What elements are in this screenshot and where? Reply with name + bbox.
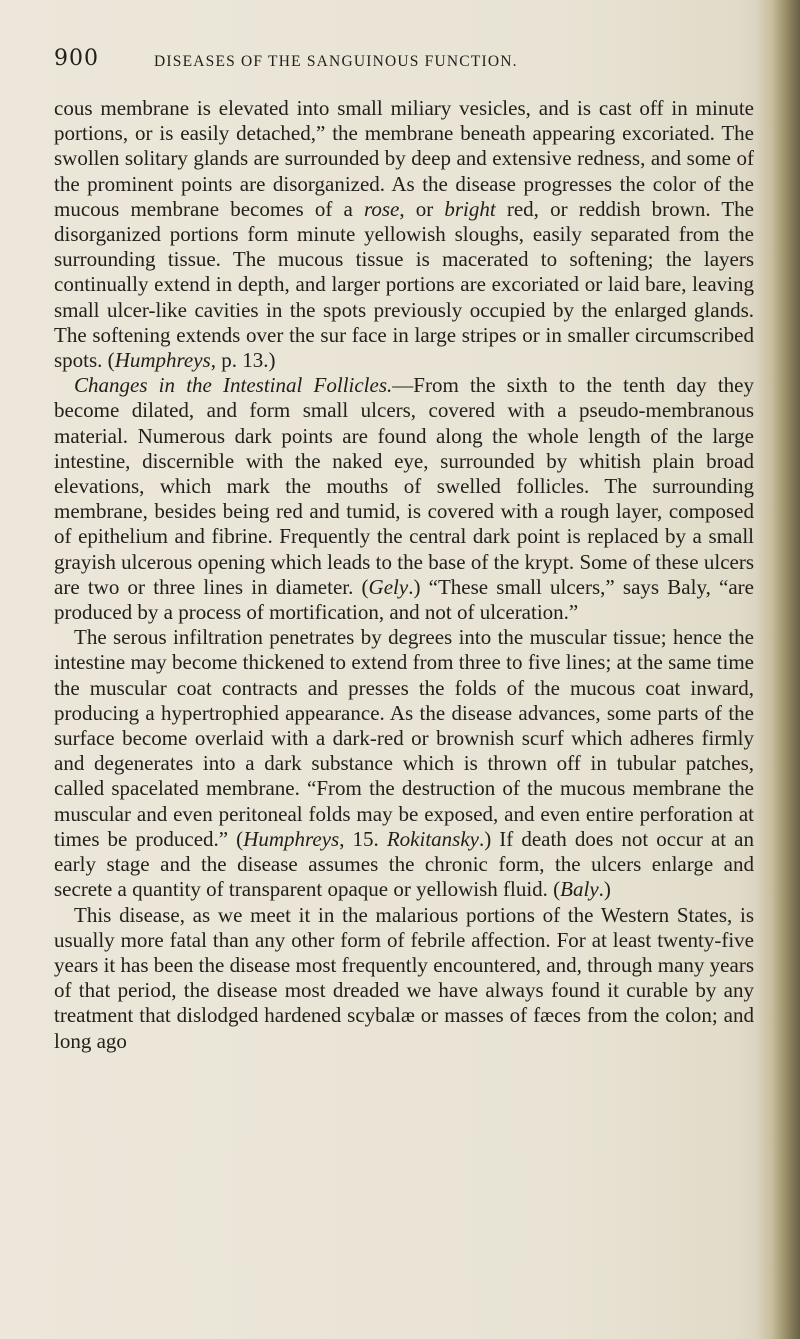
text-run: red, or reddish brown. The disorganized portions form minute yellowish sloughs, easily separated from the surrounding tissue. The mucous tissue is macerated to softening; the layers continually extend in depth, and larger portions are excoriated or laid bare, leaving small ulcer-like cavities in the spots previously occupied by the enlarged glands. The softening extends over the sur face in large stripes or in smaller circumscribed spots. ( xyxy=(54,196,754,373)
body-text xyxy=(54,96,754,1054)
italic-text-run: bright xyxy=(444,196,496,221)
italic-text-run: Humphreys xyxy=(243,826,340,851)
paragraph xyxy=(54,903,754,1054)
text-run: —From the sixth to the tenth day they become dilated, and form small ulcers, covered with a pseudo-membranous material. Numerous dark points are found along the whole length of the large intestine, discernible with the naked eye, surrounded by whitish plain broad elevations, which mark the mouths of swelled follicles. The surrounding membrane, besides being red and tumid, is covered with a rough layer, composed of epithelium and fibrine. Frequently the central dark point is replaced by a small grayish ulcerous opening which leads to the base of the krypt. Some of these ulcers are two or three lines in diameter. ( xyxy=(54,373,754,599)
text-run: , p. 13.) xyxy=(210,348,276,373)
text-run: .) If death does not occur at an early stage and the disease assumes the chronic form, the ulcers enlarge and secrete a quantity of transparent opaque or yellowish fluid. ( xyxy=(54,826,754,902)
page-edge-shadow xyxy=(756,0,800,1339)
paragraph xyxy=(54,625,754,902)
running-head: DISEASES OF THE SANGUINOUS FUNCTION. xyxy=(154,53,518,70)
italic-text-run: Rokitansky xyxy=(386,826,479,851)
italic-text-run: Baly xyxy=(560,877,599,902)
text-run: .) “These small ulcers,” says Baly, “are produced by a process of mortification, and not of ulceration.” xyxy=(54,574,754,625)
italic-text-run: rose xyxy=(363,196,400,221)
page-number: 900 xyxy=(54,46,99,71)
text-run: , or xyxy=(399,196,445,221)
italic-text-run: Gely xyxy=(368,574,409,599)
text-run: The serous infiltration penetrates by degrees into the muscular tissue; hence the intestine may become thickened to extend from three to five lines; at the same time the muscular coat contracts and presses the folds of the mucous coat inward, producing a hypertrophied appearance. As the disease advances, some parts of the surface become overlaid with a dark-red or brownish scurf which adheres firmly and degenerates into a dark substance which is thrown off in tubular patches, called spacelated membrane. “From the destruction of the mucous membrane the muscular and even peritoneal folds may be exposed, and even entire perforation at times be produced.” ( xyxy=(54,625,754,851)
paragraph xyxy=(54,373,754,625)
page-header xyxy=(54,46,754,78)
paragraph xyxy=(54,96,754,373)
italic-text-run: Humphreys xyxy=(114,348,211,373)
text-run: cous membrane is elevated into small miliary vesicles, and is cast off in minute portions, or is easily detached,” the membrane beneath appearing excoriated. The swollen solitary glands are surrounded by deep and extensive redness, and some of the prominent points are disorganized. As the disease progresses the color of the mucous membrane becomes of a xyxy=(54,96,754,221)
text-run: .) xyxy=(598,877,611,902)
italic-text-run: Changes in the Intestinal Follicles. xyxy=(74,373,393,398)
text-run: , 15. xyxy=(339,826,387,851)
text-run: This disease, as we meet it in the malarious portions of the Western States, is usually more fatal than any other form of febrile affection. For at least twenty-five years it has been the disease most frequently encountered, and, through many years of that period, the disease most dreaded we have always found it curable by any treatment that dislodged hardened scybalæ or masses of fæces from the colon; and long ago xyxy=(54,902,754,1053)
